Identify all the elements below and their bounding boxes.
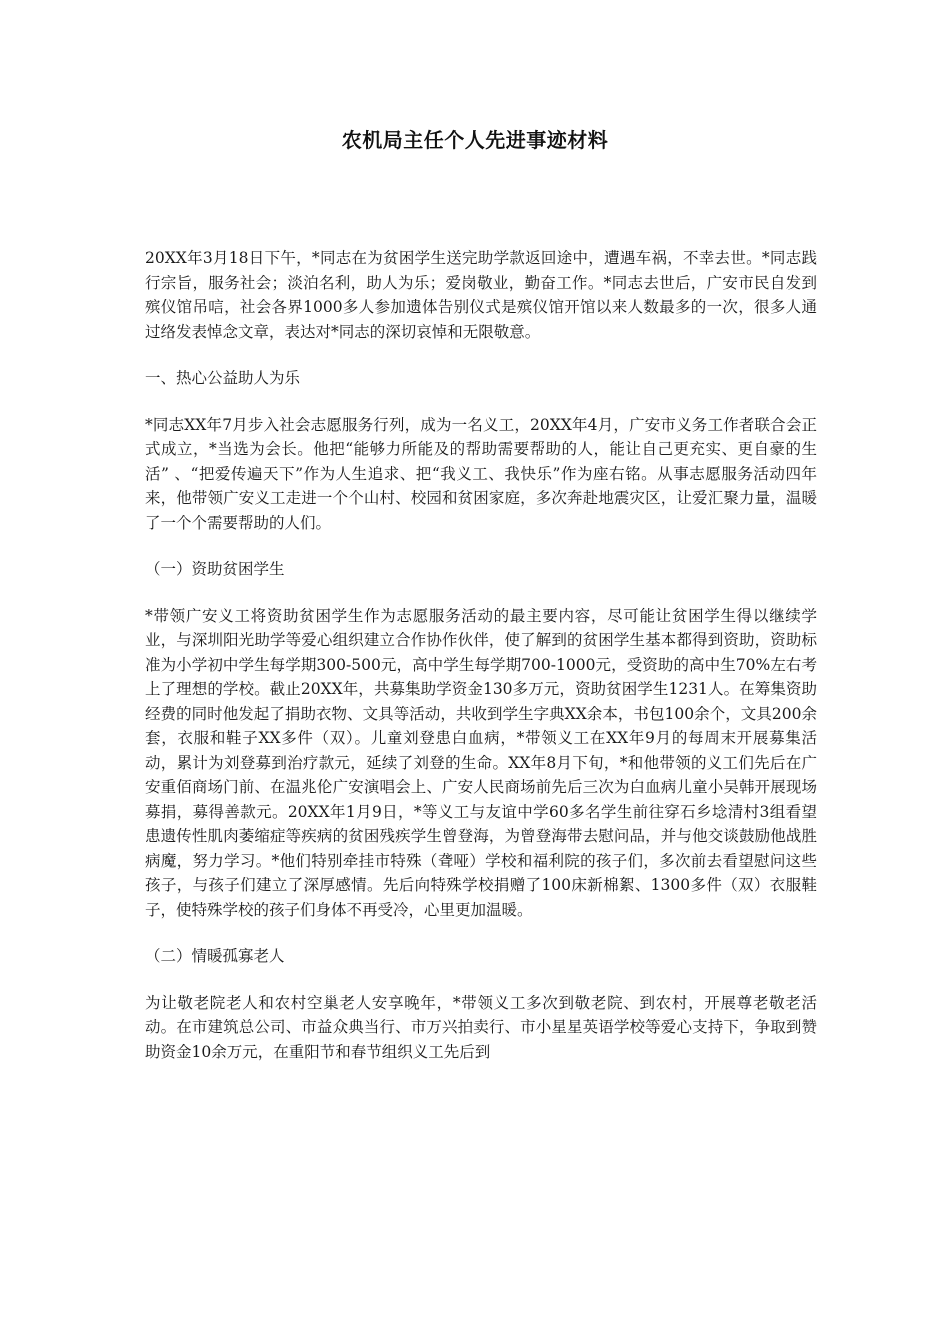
subsection-1-paragraph: *带领广安义工将资助贫困学生作为志愿服务活动的最主要内容，尽可能让贫困学生得以继续学业，与深圳阳光助学等爱心组织建立合作协作伙伴，使了解到的贫困学生基本都得到资助，资助标准为小学初中学生每学期300-500元，高中学生每学期700-1000元，受资助的高中生70%左右考上了理想的学校。截止20XX年，共募集助学资金130多万元，资助贫困学生1231人。在筹集资助经费的同时他发起了捐助衣物、文具等活动，共收到学生字典XX余本，书包100余个，文具200余套，衣服和鞋子XX多件（双）。儿童刘登患白血病，*带领义工在XX年9月的每周末开展募集活动，累计为刘登募到治疗款元，延续了刘登的生命。XX年8月下旬，*和他带领的义工们先后在广安重佰商场门前、在温兆伦广安演唱会上、广安人民商场前先后三次为白血病儿童小吴韩开展现场募捐，募得善款元。20XX年1月9日，*等义工与友谊中学60多名学生前往穿石乡埝清村3组看望患遗传性肌肉萎缩症等疾病的贫困残疾学生曾登海，为曾登海带去慰问品，并与他交谈鼓励他战胜病魔，努力学习。*他们特别牵挂市特殊（聋哑）学校和福利院的孩子们，多次前去看望慰问这些孩子，与孩子们建立了深厚感情。先后向特殊学校捐赠了100床新棉絮、1300多件（双）衣服鞋子，使特殊学校的孩子们身体不再受冷，心里更加温暖。 bbox=[145, 606, 817, 919]
subsection-2-paragraph: 为让敬老院老人和农村空巢老人安享晚年，*带领义工多次到敬老院、到农村，开展尊老敬老活动。在市建筑总公司、市益众典当行、市万兴拍卖行、市小星星英语学校等爱心支持下，争取到赞助资金10余万元，在重阳节和春节组织义工先后到 bbox=[145, 993, 817, 1061]
document-body bbox=[145, 246, 817, 1086]
intro-paragraph: 20XX年3月18日下午，*同志在为贫困学生送完助学款返回途中，遭遇车祸，不幸去世。*同志践行宗旨，服务社会；淡泊名利，助人为乐；爱岗敬业，勤奋工作。*同志去世后，广安市民自发到殡仪馆吊唁，社会各界1000多人参加遗体告别仪式是殡仪馆开馆以来人数最多的一次，很多人通过络发表悼念文章，表达对*同志的深切哀悼和无限敬意。 bbox=[145, 249, 817, 341]
section-1-paragraph: *同志XX年7月步入社会志愿服务行列，成为一名义工，20XX年4月，广安市义务工作者联合会正式成立，*当选为会长。他把“能够力所能及的帮助需要帮助的人，能让自己更充实、更自豪的生活” 、“把爱传遍天下”作为人生追求、把“我义工、我快乐”作为座右铭。从事志愿服务活动四年来，他带领广安义工走进一个个山村、校园和贫困家庭，多次奔赴地震灾区，让爱汇聚力量，温暖了一个个需要帮助的人们。 bbox=[145, 415, 817, 532]
section-heading-1: 一、热心公益助人为乐 bbox=[145, 369, 301, 387]
document-title: 农机局主任个人先进事迹材料 bbox=[341, 128, 609, 152]
subsection-heading-2: （二）情暖孤寡老人 bbox=[145, 947, 285, 965]
subsection-heading-1: （一）资助贫困学生 bbox=[145, 560, 285, 578]
